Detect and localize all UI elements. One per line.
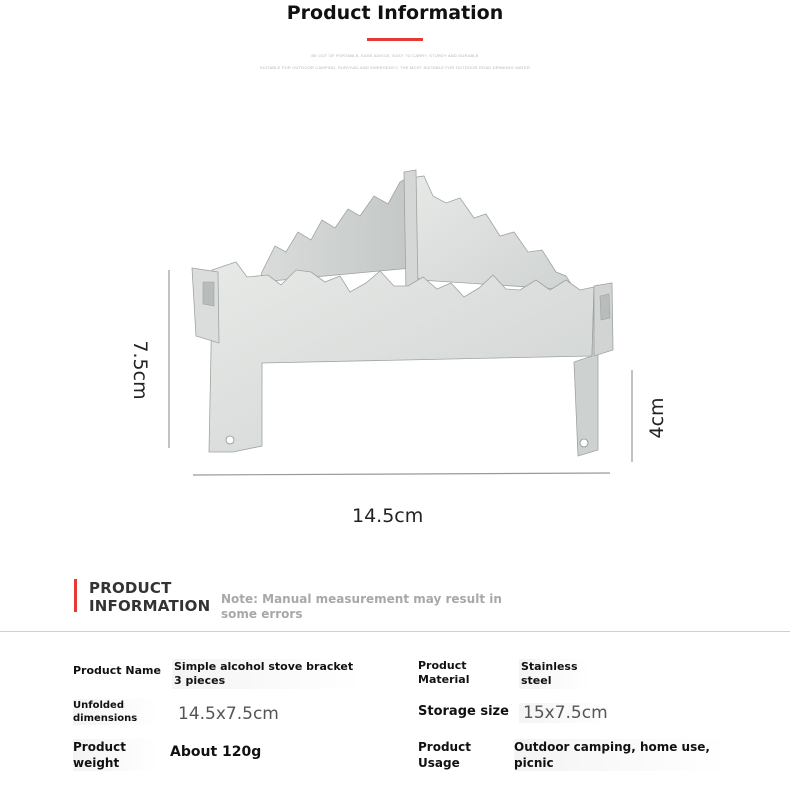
center-divider: [404, 170, 418, 294]
material-label: [418, 659, 469, 687]
material-label-line-2: Material: [418, 673, 470, 686]
usage-label-line-1: Product: [418, 740, 471, 754]
tagline-line-2: SUITABLE FOR OUTDOOR CAMPING, SURVIVAL AND EMERGENCY, THE MOST SUITABLE FOR OUTDOOR ROAD DRINKING WATER: [259, 65, 531, 70]
left-inner-tab: [203, 282, 214, 306]
material-value: [519, 659, 589, 689]
left-leg-hole: [226, 436, 234, 444]
measurement-note: Note: Manual measurement may result in some errors: [221, 592, 502, 621]
height-label: 7.5cm: [129, 340, 151, 400]
usage-label: [418, 739, 471, 771]
unfolded-label-line-1: Unfolded: [73, 700, 124, 711]
page-title: Product Information: [286, 2, 504, 24]
material-value-line-2: steel: [521, 674, 552, 687]
weight-label-line-1: Product: [73, 740, 126, 754]
width-label: 14.5cm: [352, 505, 424, 527]
section-heading: [89, 579, 210, 615]
product-name-value: Simple alcohol stove bracket 3 pieces: [172, 659, 362, 689]
front-plate: [209, 262, 598, 456]
unfolded-label-line-2: dimensions: [73, 713, 138, 724]
section-heading-line-1: PRODUCT: [89, 579, 172, 597]
unfolded-label: [73, 699, 158, 725]
section-divider: [0, 631, 790, 632]
weight-value: About 120g: [170, 744, 262, 760]
storage-value: 15x7.5cm: [519, 703, 609, 723]
right-inner-tab: [600, 294, 610, 320]
width-dimension-line: [193, 473, 610, 475]
storage-label: Storage size: [418, 704, 509, 719]
weight-label-line-2: weight: [73, 756, 120, 770]
left-side-tab: [192, 268, 219, 343]
weight-label: [73, 739, 158, 771]
usage-value: Outdoor camping, home use, picnic: [514, 739, 729, 771]
right-leg-hole: [580, 439, 588, 447]
back-right-plate: [410, 176, 575, 290]
tagline-line-1: BE OUT OF PORTABLE, EASE ADVICE, EASY TO CARRY, STURDY AND DURABLE: [311, 53, 479, 58]
material-value-line-1: Stainless: [521, 660, 578, 673]
depth-label: 4cm: [646, 397, 668, 439]
material-label-line-1: Product: [418, 659, 467, 672]
unfolded-value: 14.5x7.5cm: [178, 704, 279, 724]
section-accent-bar: [74, 579, 77, 612]
usage-label-line-2: Usage: [418, 756, 460, 770]
back-left-plate: [260, 175, 412, 282]
section-heading-line-2: INFORMATION: [89, 597, 211, 615]
product-name-label: Product Name: [73, 664, 161, 677]
